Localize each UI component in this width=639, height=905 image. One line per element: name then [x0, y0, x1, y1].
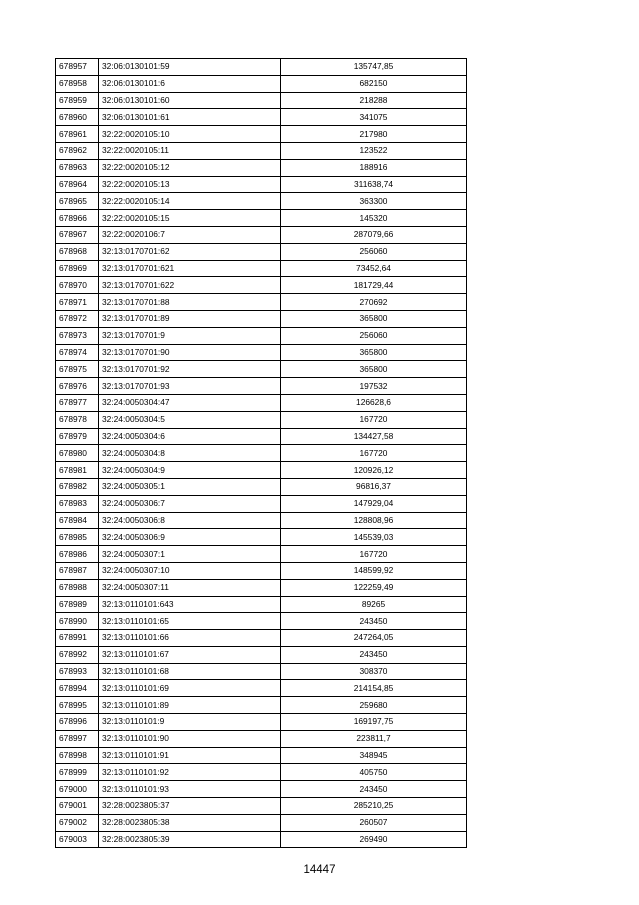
value-cell: 167720 [281, 546, 467, 563]
table-row [56, 613, 467, 630]
row-id-cell: 678985 [56, 529, 99, 546]
value-cell: 365800 [281, 361, 467, 378]
row-id-cell: 678973 [56, 327, 99, 344]
value-cell: 123522 [281, 142, 467, 159]
value-cell: 682150 [281, 75, 467, 92]
cadastral-number-cell: 32:22:0020105:10 [99, 126, 281, 143]
cadastral-number-cell: 32:13:0170701:621 [99, 260, 281, 277]
cadastral-number-cell: 32:22:0020105:11 [99, 142, 281, 159]
cadastral-number-cell: 32:13:0110101:9 [99, 714, 281, 731]
table-row [56, 378, 467, 395]
value-cell: 285210,25 [281, 798, 467, 815]
table-row [56, 646, 467, 663]
value-cell: 169197,75 [281, 714, 467, 731]
table-row [56, 176, 467, 193]
value-cell: 243450 [281, 646, 467, 663]
cadastral-number-cell: 32:24:0050306:8 [99, 512, 281, 529]
table-row [56, 562, 467, 579]
value-cell: 341075 [281, 109, 467, 126]
cadastral-number-cell: 32:28:0023805:39 [99, 831, 281, 848]
value-cell: 270692 [281, 294, 467, 311]
cadastral-number-cell: 32:13:0110101:69 [99, 680, 281, 697]
value-cell: 218288 [281, 92, 467, 109]
cadastral-number-cell: 32:13:0170701:622 [99, 277, 281, 294]
value-cell: 181729,44 [281, 277, 467, 294]
table-row [56, 361, 467, 378]
value-cell: 256060 [281, 243, 467, 260]
table-row [56, 445, 467, 462]
value-cell: 405750 [281, 764, 467, 781]
table-row [56, 781, 467, 798]
cadastral-number-cell: 32:13:0110101:66 [99, 630, 281, 647]
row-id-cell: 678991 [56, 630, 99, 647]
value-cell: 126628,6 [281, 394, 467, 411]
value-cell: 256060 [281, 327, 467, 344]
row-id-cell: 678982 [56, 478, 99, 495]
cadastral-number-cell: 32:24:0050307:11 [99, 579, 281, 596]
row-id-cell: 678993 [56, 663, 99, 680]
row-id-cell: 678998 [56, 747, 99, 764]
row-id-cell: 678965 [56, 193, 99, 210]
row-id-cell: 678996 [56, 714, 99, 731]
table-row [56, 277, 467, 294]
table-row [56, 579, 467, 596]
table-row [56, 260, 467, 277]
table-row [56, 226, 467, 243]
cadastral-number-cell: 32:06:0130101:6 [99, 75, 281, 92]
value-cell: 269490 [281, 831, 467, 848]
row-id-cell: 678959 [56, 92, 99, 109]
row-id-cell: 678974 [56, 344, 99, 361]
value-cell: 308370 [281, 663, 467, 680]
row-id-cell: 678987 [56, 562, 99, 579]
table-row [56, 310, 467, 327]
table-row [56, 394, 467, 411]
table-row [56, 109, 467, 126]
table-row [56, 630, 467, 647]
row-id-cell: 678957 [56, 59, 99, 76]
value-cell: 134427,58 [281, 428, 467, 445]
value-cell: 73452,64 [281, 260, 467, 277]
table-row [56, 193, 467, 210]
row-id-cell: 678990 [56, 613, 99, 630]
row-id-cell: 678988 [56, 579, 99, 596]
cadastral-number-cell: 32:13:0170701:92 [99, 361, 281, 378]
value-cell: 128808,96 [281, 512, 467, 529]
value-cell: 96816,37 [281, 478, 467, 495]
cadastral-number-cell: 32:13:0170701:62 [99, 243, 281, 260]
cadastral-number-cell: 32:24:0050304:8 [99, 445, 281, 462]
row-id-cell: 678978 [56, 411, 99, 428]
table-row [56, 159, 467, 176]
table-row [56, 730, 467, 747]
row-id-cell: 678976 [56, 378, 99, 395]
table-row [56, 75, 467, 92]
table-row [56, 747, 467, 764]
table-row [56, 92, 467, 109]
cadastral-number-cell: 32:13:0170701:9 [99, 327, 281, 344]
row-id-cell: 678964 [56, 176, 99, 193]
table-row [56, 764, 467, 781]
cadastral-number-cell: 32:13:0110101:92 [99, 764, 281, 781]
table-row [56, 344, 467, 361]
cadastral-number-cell: 32:22:0020105:12 [99, 159, 281, 176]
row-id-cell: 678979 [56, 428, 99, 445]
table-row [56, 210, 467, 227]
table-row [56, 546, 467, 563]
cadastral-number-cell: 32:13:0170701:90 [99, 344, 281, 361]
row-id-cell: 678969 [56, 260, 99, 277]
value-cell: 365800 [281, 310, 467, 327]
value-cell: 311638,74 [281, 176, 467, 193]
row-id-cell: 678994 [56, 680, 99, 697]
cadastral-number-cell: 32:24:0050307:1 [99, 546, 281, 563]
value-cell: 147929,04 [281, 495, 467, 512]
value-cell: 89265 [281, 596, 467, 613]
cadastral-number-cell: 32:13:0110101:91 [99, 747, 281, 764]
row-id-cell: 678997 [56, 730, 99, 747]
cadastral-number-cell: 32:22:0020105:15 [99, 210, 281, 227]
value-cell: 188916 [281, 159, 467, 176]
row-id-cell: 678960 [56, 109, 99, 126]
row-id-cell: 678989 [56, 596, 99, 613]
table-row [56, 798, 467, 815]
value-cell: 167720 [281, 411, 467, 428]
table-row [56, 428, 467, 445]
table-body [56, 59, 467, 848]
cadastral-number-cell: 32:22:0020105:13 [99, 176, 281, 193]
cadastral-number-cell: 32:06:0130101:59 [99, 59, 281, 76]
row-id-cell: 678962 [56, 142, 99, 159]
cadastral-number-cell: 32:13:0170701:88 [99, 294, 281, 311]
table-row [56, 294, 467, 311]
row-id-cell: 678986 [56, 546, 99, 563]
value-cell: 135747,85 [281, 59, 467, 76]
value-cell: 167720 [281, 445, 467, 462]
value-cell: 287079,66 [281, 226, 467, 243]
row-id-cell: 678972 [56, 310, 99, 327]
table-row [56, 126, 467, 143]
cadastral-number-cell: 32:13:0170701:93 [99, 378, 281, 395]
value-cell: 214154,85 [281, 680, 467, 697]
value-cell: 145320 [281, 210, 467, 227]
row-id-cell: 678963 [56, 159, 99, 176]
cadastral-number-cell: 32:22:0020105:14 [99, 193, 281, 210]
table-row [56, 680, 467, 697]
cadastral-number-cell: 32:13:0110101:643 [99, 596, 281, 613]
cadastral-number-cell: 32:06:0130101:60 [99, 92, 281, 109]
cadastral-number-cell: 32:13:0170701:89 [99, 310, 281, 327]
value-cell: 148599,92 [281, 562, 467, 579]
value-cell: 260507 [281, 814, 467, 831]
row-id-cell: 679002 [56, 814, 99, 831]
table-row [56, 327, 467, 344]
table-row [56, 411, 467, 428]
value-cell: 217980 [281, 126, 467, 143]
value-cell: 122259,49 [281, 579, 467, 596]
table-row [56, 495, 467, 512]
table-row [56, 529, 467, 546]
cadastral-number-cell: 32:24:0050304:5 [99, 411, 281, 428]
table-row [56, 243, 467, 260]
row-id-cell: 678977 [56, 394, 99, 411]
cadastral-number-cell: 32:24:0050304:6 [99, 428, 281, 445]
row-id-cell: 678999 [56, 764, 99, 781]
value-cell: 363300 [281, 193, 467, 210]
row-id-cell: 678958 [56, 75, 99, 92]
cadastral-number-cell: 32:22:0020106:7 [99, 226, 281, 243]
row-id-cell: 678981 [56, 462, 99, 479]
row-id-cell: 678995 [56, 697, 99, 714]
value-cell: 247264,05 [281, 630, 467, 647]
table-row [56, 814, 467, 831]
table-row [56, 596, 467, 613]
cadastral-number-cell: 32:24:0050304:9 [99, 462, 281, 479]
value-cell: 145539,03 [281, 529, 467, 546]
table-row [56, 142, 467, 159]
row-id-cell: 679001 [56, 798, 99, 815]
cadastral-number-cell: 32:24:0050306:9 [99, 529, 281, 546]
page-number: 14447 [303, 864, 336, 876]
row-id-cell: 678984 [56, 512, 99, 529]
value-cell: 348945 [281, 747, 467, 764]
value-cell: 259680 [281, 697, 467, 714]
value-cell: 197532 [281, 378, 467, 395]
row-id-cell: 678980 [56, 445, 99, 462]
row-id-cell: 678968 [56, 243, 99, 260]
row-id-cell: 678966 [56, 210, 99, 227]
row-id-cell: 679003 [56, 831, 99, 848]
row-id-cell: 678975 [56, 361, 99, 378]
value-cell: 365800 [281, 344, 467, 361]
row-id-cell: 678961 [56, 126, 99, 143]
cadastral-number-cell: 32:24:0050304:47 [99, 394, 281, 411]
cadastral-number-cell: 32:13:0110101:68 [99, 663, 281, 680]
cadastral-number-cell: 32:28:0023805:37 [99, 798, 281, 815]
table-row [56, 714, 467, 731]
table-row [56, 831, 467, 848]
table-row [56, 663, 467, 680]
cadastral-number-cell: 32:24:0050306:7 [99, 495, 281, 512]
row-id-cell: 678967 [56, 226, 99, 243]
row-id-cell: 678983 [56, 495, 99, 512]
cadastral-number-cell: 32:13:0110101:90 [99, 730, 281, 747]
table-row [56, 462, 467, 479]
value-cell: 243450 [281, 781, 467, 798]
cadastral-number-cell: 32:24:0050305:1 [99, 478, 281, 495]
cadastral-number-cell: 32:24:0050307:10 [99, 562, 281, 579]
cadastral-number-cell: 32:13:0110101:89 [99, 697, 281, 714]
table-row [56, 512, 467, 529]
value-cell: 223811,7 [281, 730, 467, 747]
cadastral-number-cell: 32:13:0110101:65 [99, 613, 281, 630]
row-id-cell: 678971 [56, 294, 99, 311]
cadastral-number-cell: 32:13:0110101:67 [99, 646, 281, 663]
cadastral-number-cell: 32:06:0130101:61 [99, 109, 281, 126]
row-id-cell: 678970 [56, 277, 99, 294]
table-row [56, 59, 467, 76]
row-id-cell: 678992 [56, 646, 99, 663]
value-cell: 120926,12 [281, 462, 467, 479]
table-row [56, 697, 467, 714]
row-id-cell: 679000 [56, 781, 99, 798]
cadastral-number-cell: 32:13:0110101:93 [99, 781, 281, 798]
value-cell: 243450 [281, 613, 467, 630]
data-table [55, 58, 467, 848]
cadastral-number-cell: 32:28:0023805:38 [99, 814, 281, 831]
table-row [56, 478, 467, 495]
